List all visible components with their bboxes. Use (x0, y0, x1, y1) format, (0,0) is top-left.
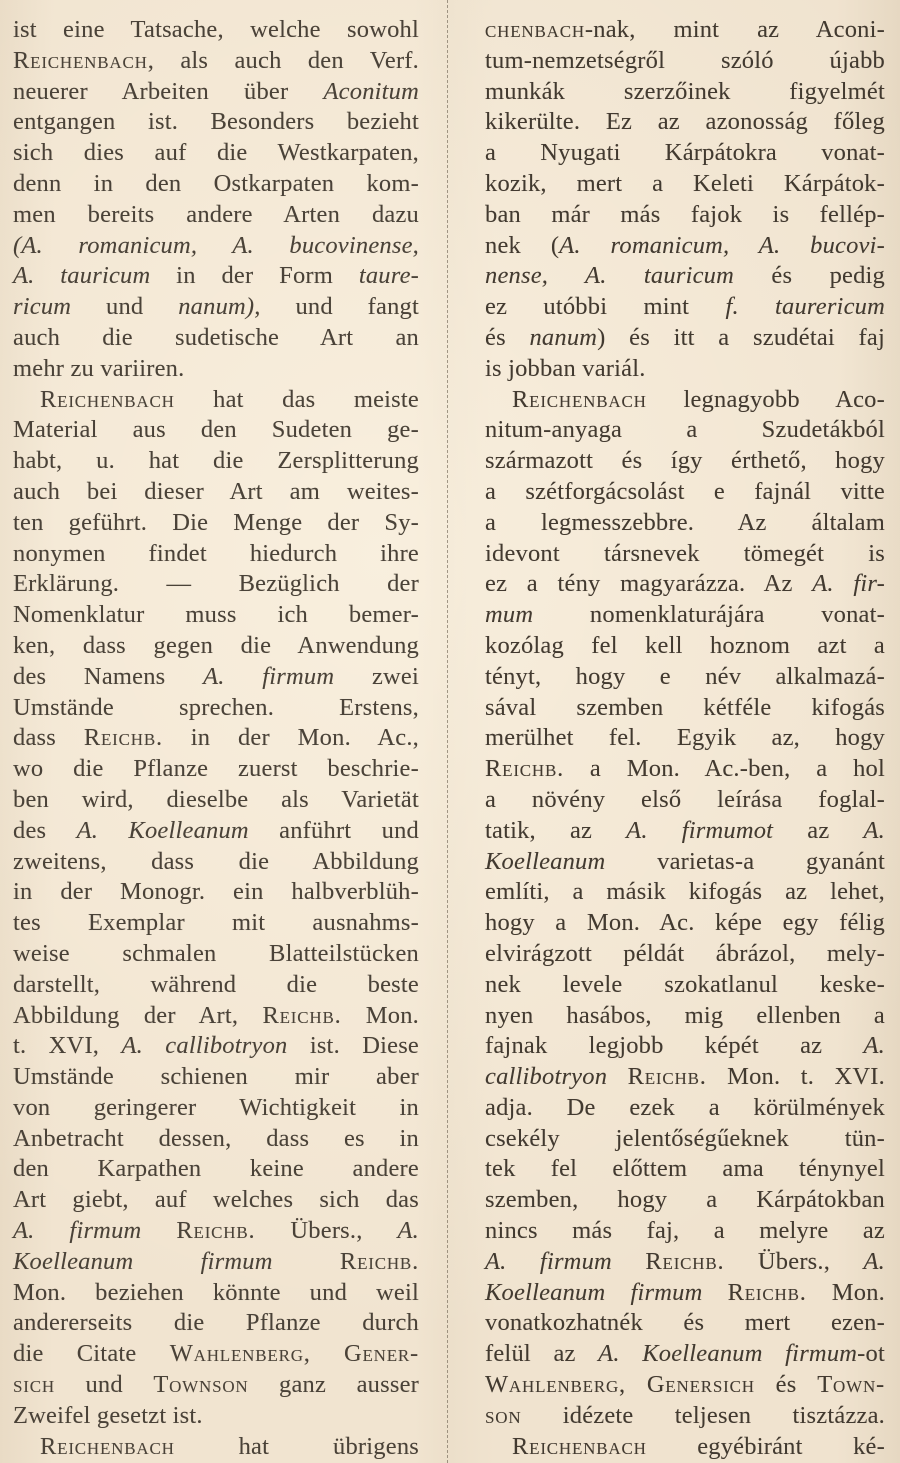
text-line: Material aus den Sudeten ge- (13, 416, 419, 444)
small-caps-name: Reichb. (176, 1217, 256, 1245)
text-line (13, 231, 419, 262)
text-line: ez utóbbi mint f. taurericum (485, 293, 885, 321)
italic-taxon-text: A. (863, 1032, 885, 1060)
text-line: nek levele szokatlanul keske- (485, 970, 885, 998)
text-line: Umstände schienen mir aber (13, 1063, 419, 1091)
italic-taxon-text: Koelleanum firmum (485, 1278, 703, 1306)
text-line: habt, u. hat die Zersplitterung (13, 447, 419, 475)
small-caps-name: sich (13, 1371, 55, 1399)
column-divider-rule (447, 0, 448, 1463)
text-line: származott és így érthető, hogy (485, 447, 885, 475)
text-line: tényt, hogy e név alkalmazá- (485, 662, 885, 690)
italic-taxon-text: A. Koelleanum (76, 816, 249, 844)
text-line: andererseits die Pflanze durch (13, 1309, 419, 1337)
text-line: auch bei dieser Art am weites- (13, 477, 419, 505)
small-caps-name: Townson (153, 1371, 249, 1399)
text-line: tek fel előttem ama ténynyel (485, 1155, 885, 1183)
small-caps-name: Reichb. (83, 724, 163, 752)
small-caps-name: Wahlenberg, (485, 1371, 626, 1399)
text-line: mehr zu variiren. (13, 354, 185, 382)
text-line: Zweifel gesetzt ist. (13, 1401, 203, 1429)
text-line: kozólag fel kell hoznom azt a (485, 631, 885, 659)
text-line: Reichenbach egyébiránt ké- (512, 1432, 885, 1460)
text-line: in der Monogr. ein halbverblüh- (13, 878, 419, 906)
small-caps-name: Reichenbach (13, 46, 148, 74)
small-caps-name: chenbach (485, 16, 585, 43)
text-line: auch die sudetische Art an (13, 323, 419, 351)
small-caps-name: Reichenbach (40, 385, 175, 413)
italic-taxon-text: A. firmumot (626, 816, 774, 844)
italic-taxon-text: (A. romanicum, A. bucovinense, (13, 231, 419, 259)
text-line: a legmesszebbre. Az általam (485, 508, 885, 536)
small-caps-name: Reichb. (645, 1247, 725, 1275)
text-line: son idézete teljesen tisztázza. (485, 1401, 885, 1429)
text-line: Mon. beziehen könnte und weil (13, 1278, 419, 1306)
text-line: A. tauricum in der Form taure- (13, 262, 420, 290)
italic-taxon-text: A. romanicum, A. bucovi- (559, 231, 885, 259)
text-line: csekély jelentőségűeknek tün- (485, 1124, 885, 1152)
italic-taxon-text: Aconitum (323, 77, 419, 105)
text-line: a növény első leírása foglal- (485, 785, 885, 813)
text-line: Erklärung. — Bezüglich der (13, 570, 419, 598)
text-line: den Karpathen keine andere (13, 1155, 419, 1183)
text-line: Abbildung der Art, Reichb. Mon. (13, 1001, 419, 1029)
text-line: vonatkozhatnék és mert ezen- (485, 1309, 885, 1337)
text-line: zweitens, dass die Abbildung (13, 847, 419, 875)
text-line: kozik, mert a Keleti Kárpátok- (485, 169, 885, 197)
text-line: ten geführt. Die Menge der Sy- (13, 508, 419, 536)
text-line: ken, dass gegen die Anwendung (13, 631, 419, 659)
text-line: munkák szerzőinek figyelmét (485, 77, 885, 105)
text-line: A. firmum Reichb. Übers., A. (485, 1247, 885, 1275)
text-line: a szétforgácsolást e fajnál vitte (485, 477, 885, 505)
italic-taxon-text: nanum (529, 323, 598, 351)
text-line: említi, a másik kifogás az lehet, (485, 878, 885, 906)
text-line: men bereits andere Arten dazu (13, 200, 419, 228)
text-line: nincs más faj, a melyre az (485, 1217, 885, 1245)
small-caps-name: Reichb. (262, 1001, 342, 1029)
italic-taxon-text: A. (863, 816, 885, 844)
text-line: szemben, hogy a Kárpátokban (485, 1186, 885, 1214)
text-line: merülhet fel. Egyik az, hogy (485, 724, 885, 752)
text-line: entgangen ist. Besonders bezieht (13, 108, 419, 136)
small-caps-name: Reichb. (339, 1247, 419, 1275)
text-line: sával szemben kétféle kifogás (485, 693, 885, 721)
italic-taxon-text: A. firmum (13, 1217, 142, 1245)
italic-taxon-text: callibotryon (485, 1063, 608, 1091)
small-caps-name: Wahlenberg, (169, 1340, 311, 1368)
text-line: nek (A. romanicum, A. bucovi- (485, 231, 885, 259)
italic-taxon-text: A. (863, 1247, 885, 1275)
text-line: nonymen findet hiedurch ihre (13, 539, 419, 567)
text-line: Koelleanum varietas-a gyanánt (485, 847, 885, 875)
text-line: weise schmalen Blatteilstücken (13, 939, 419, 967)
text-line: sich und Townson ganz ausser (13, 1371, 419, 1399)
text-line: a Nyugati Kárpátokra vonat- (485, 139, 885, 167)
right-column-hungarian-text (485, 15, 885, 1462)
italic-taxon-text: A. (397, 1217, 419, 1245)
italic-taxon-text: f. taurericum (725, 293, 885, 321)
text-line: dass Reichb. in der Mon. Ac., (13, 724, 419, 752)
small-caps-name: Gener- (343, 1340, 419, 1368)
text-line: idevont társnevek tömegét is (485, 539, 885, 567)
text-line: des A. Koelleanum anführt und (13, 816, 419, 844)
text-line: hogy a Mon. Ac. képe egy félig (485, 909, 885, 937)
text-line: tatik, az A. firmumot az A. (485, 816, 885, 844)
text-line: Reichenbach hat das meiste (40, 385, 419, 413)
text-line: Wahlenberg, Genersich és Town- (485, 1371, 885, 1399)
text-line: tum-nemzetségről szóló újabb (485, 46, 885, 74)
text-line: adja. De ezek a körülmények (485, 1093, 885, 1121)
text-line: von geringerer Wichtigkeit in (13, 1093, 419, 1121)
text-line: A. firmum Reichb. Übers., A. (13, 1217, 419, 1245)
text-line: denn in den Ostkarpaten kom- (13, 169, 419, 197)
italic-taxon-text: mum (485, 601, 534, 629)
small-caps-name: Reichenbach (40, 1432, 175, 1460)
italic-taxon-text: ricum (13, 293, 72, 321)
text-line: nense, A. tauricum és pedig (485, 262, 886, 290)
text-line: ricum und nanum), und fangt (13, 293, 419, 321)
text-line: Anbetracht dessen, dass es in (13, 1124, 419, 1152)
text-line: mum nomenklaturájára vonat- (485, 601, 885, 629)
text-line: chenbach-nak, mint az Aconi- (485, 16, 885, 43)
small-caps-name: Reichb. (485, 755, 565, 783)
small-caps-name: Town- (817, 1371, 885, 1399)
text-line: is jobban variál. (485, 354, 646, 382)
text-line: Reichenbach hat übrigens (40, 1432, 419, 1460)
text-line: des Namens A. firmum zwei (13, 662, 419, 690)
text-line: darstellt, während die beste (13, 970, 419, 998)
text-line: felül az A. Koelleanum firmum-ot (485, 1340, 885, 1368)
small-caps-name: Genersich (646, 1371, 755, 1399)
text-line: die Citate Wahlenberg, Gener- (13, 1340, 419, 1368)
text-line: ist eine Tatsache, welche sowohl (13, 16, 419, 43)
text-line: ez a tény magyarázza. Az A. fir- (485, 570, 886, 598)
italic-taxon-text: taure- (358, 262, 420, 290)
italic-taxon-text: A. callibotryon (121, 1032, 288, 1060)
text-line: ben wird, dieselbe als Varietät (13, 785, 419, 813)
italic-taxon-text: Koelleanum firmum (13, 1247, 273, 1275)
small-caps-name: Reichb. (627, 1063, 707, 1091)
text-line: Reichb. a Mon. Ac.-ben, a hol (485, 755, 885, 783)
text-line: fajnak legjobb képét az A. (485, 1032, 885, 1060)
text-line: elvirágzott példát ábrázol, mely- (485, 939, 885, 967)
text-line: Umstände sprechen. Erstens, (13, 693, 419, 721)
text-line: nyen hasábos, mig ellenben a (485, 1001, 885, 1029)
text-line: Art giebt, auf welches sich das (13, 1186, 419, 1214)
text-line: nitum-anyaga a Szudetákból (485, 416, 885, 444)
text-line: Nomenklatur muss ich bemer- (13, 601, 419, 629)
italic-taxon-text: A. fir- (812, 570, 886, 598)
text-line: neuerer Arbeiten über Aconitum (13, 77, 419, 105)
text-line: Reichenbach legnagyobb Aco- (512, 385, 885, 413)
small-caps-name: Reichb. (727, 1278, 807, 1306)
italic-taxon-text: A. Koelleanum firmum (598, 1340, 858, 1368)
italic-taxon-text: nense, A. tauricum (485, 262, 734, 290)
text-line: ban már más fajok is fellép- (485, 200, 885, 228)
text-line: Reichenbach, als auch den Verf. (13, 46, 419, 74)
italic-taxon-text: nanum), (178, 293, 261, 321)
italic-taxon-text: A. firmum (485, 1247, 612, 1275)
italic-taxon-text: Koelleanum (485, 847, 606, 875)
italic-taxon-text: A. firmum (203, 662, 335, 690)
text-line: t. XVI, A. callibotryon ist. Diese (13, 1032, 420, 1060)
text-line: kikerülte. Ez az azonosság főleg (485, 108, 885, 136)
small-caps-name: Reichenbach (512, 385, 647, 413)
text-line: tes Exemplar mit ausnahms- (13, 909, 419, 937)
small-caps-name: son (485, 1401, 522, 1429)
italic-taxon-text: A. tauricum (13, 262, 151, 290)
text-line: wo die Pflanze zuerst beschrie- (13, 755, 419, 783)
small-caps-name: Reichenbach (512, 1432, 647, 1460)
left-column-german-text (13, 15, 419, 1462)
text-line (13, 1247, 419, 1278)
text-line: Koelleanum firmum Reichb. Mon. (485, 1278, 885, 1306)
text-line: callibotryon Reichb. Mon. t. XVI. (485, 1063, 885, 1091)
text-line: és nanum) és itt a szudétai faj (485, 323, 885, 351)
text-line: sich dies auf die Westkarpaten, (13, 139, 419, 167)
